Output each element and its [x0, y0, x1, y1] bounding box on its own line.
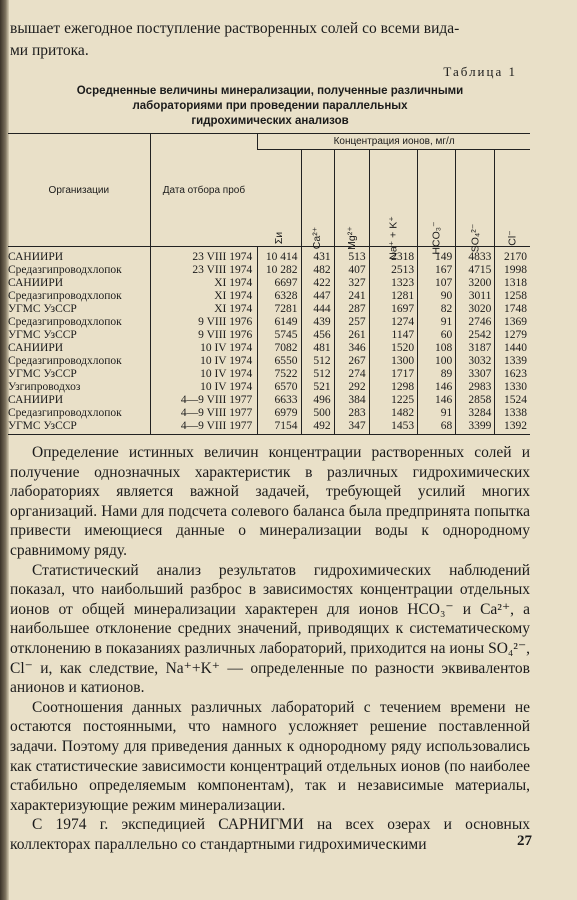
header-organization: Организации — [8, 134, 150, 247]
cell-value: 2746 — [456, 316, 495, 329]
cell-value: 422 — [301, 277, 334, 290]
cell-value: 1440 — [495, 342, 530, 355]
cell-value: 1338 — [495, 407, 530, 420]
cell-organization: САНИИРИ — [8, 277, 64, 289]
header-ion: Mg²⁺ — [334, 150, 369, 247]
cell-value: 496 — [301, 394, 334, 407]
cell-value: 6633 — [258, 394, 301, 407]
header-ion: HCO₃⁻ — [418, 150, 456, 247]
table-caption — [30, 84, 510, 129]
table-body — [8, 247, 530, 435]
cell-date: 10 IV 1974 — [150, 368, 258, 381]
table-row — [8, 329, 530, 342]
table-row — [8, 342, 530, 355]
cell-date: 4—9 VIII 1977 — [150, 407, 258, 420]
cell-value: 90 — [418, 290, 456, 303]
cell-value: 6570 — [258, 381, 301, 394]
cell-organization: Средазгипроводхлопок — [8, 316, 122, 328]
cell-value: 407 — [334, 264, 369, 277]
cell-value: 3020 — [456, 303, 495, 316]
cell-value: 1225 — [369, 394, 417, 407]
cell-value: 7281 — [258, 303, 301, 316]
cell-value: 1520 — [369, 342, 417, 355]
header-date: Дата отбора проб — [150, 134, 258, 247]
cell-value: 1524 — [495, 394, 530, 407]
mineralization-table — [8, 133, 530, 435]
cell-organization: УГМС УзССР — [8, 329, 77, 341]
cell-value: 6979 — [258, 407, 301, 420]
cell-value: 492 — [301, 420, 334, 435]
paragraph: Определение истинных величин концентрации растворенных солей и получение однозначных характеристик в различных гидрохимических лабораториях является важной задачей, требующей усилий многих организаций. Нами для подсчета солевого баланса была предпринята попытка привести имеющиеся данные о минерализации воды к однородному сравнимому ряду. — [10, 444, 530, 559]
cell-value: 512 — [301, 368, 334, 381]
cell-value: 347 — [334, 420, 369, 435]
cell-value: 149 — [418, 247, 456, 265]
cell-value: 3284 — [456, 407, 495, 420]
cell-organization: Средазгипроводхлопок — [8, 355, 122, 367]
cell-value: 257 — [334, 316, 369, 329]
cell-value: 4833 — [456, 247, 495, 265]
cell-value: 1281 — [369, 290, 417, 303]
cell-value: 1369 — [495, 316, 530, 329]
header-ion: Cl⁻ — [495, 150, 530, 247]
cell-value: 146 — [418, 394, 456, 407]
cell-value: 3399 — [456, 420, 495, 435]
cell-value: 146 — [418, 381, 456, 394]
cell-value: 1147 — [369, 329, 417, 342]
cell-value: 481 — [301, 342, 334, 355]
cell-value: 439 — [301, 316, 334, 329]
cell-organization: САНИИРИ — [8, 251, 64, 263]
cell-value: 1279 — [495, 329, 530, 342]
cell-value: 2170 — [495, 247, 530, 265]
cell-date: 23 VIII 1974 — [150, 247, 258, 265]
cell-date: XI 1974 — [150, 277, 258, 290]
paragraph: Статистический анализ результатов гидрохимических наблюдений показал, что наибольший разброс в зависимостях концентрации отдельных ионов от общей минерализации характерен для ионов HCO₃⁻ и Ca²⁺, а наибольшее отклонение средних значений, приводящих к систематическому отклонению в показаниях различных лабораторий, приходится на ионы SO₄²⁻, Cl⁻ и, как следствие, Na⁺+K⁺ — определенные по разности эквивалентов анионов и катионов. — [10, 561, 530, 697]
cell-organization: Средазгипроводхлопок — [8, 407, 122, 419]
header-concentration: Концентрация ионов, мг/л — [258, 134, 530, 150]
cell-value: 5745 — [258, 329, 301, 342]
cell-date: 9 VIII 1976 — [150, 329, 258, 342]
cell-value: 287 — [334, 303, 369, 316]
cell-value: 292 — [334, 381, 369, 394]
page-number: 27 — [517, 833, 532, 849]
cell-value: 1998 — [495, 264, 530, 277]
cell-value: 241 — [334, 290, 369, 303]
cell-organization: Средазгипроводхлопок — [8, 290, 122, 302]
cell-value: 10 282 — [258, 264, 301, 277]
table-row — [8, 420, 530, 435]
cell-value: 283 — [334, 407, 369, 420]
cell-value: 447 — [301, 290, 334, 303]
cell-value: 1623 — [495, 368, 530, 381]
cell-value: 3032 — [456, 355, 495, 368]
cell-value: 68 — [418, 420, 456, 435]
cell-date: 10 IV 1974 — [150, 381, 258, 394]
cell-value: 1298 — [369, 381, 417, 394]
intro-line: вышает ежегодное поступление растворенных солей со всеми вида- — [10, 20, 460, 37]
body-text — [10, 443, 530, 854]
cell-value: 108 — [418, 342, 456, 355]
cell-organization: УГМС УзССР — [8, 368, 77, 380]
cell-value: 444 — [301, 303, 334, 316]
cell-value: 4715 — [456, 264, 495, 277]
cell-value: 327 — [334, 277, 369, 290]
header-ion: Σи — [258, 150, 301, 247]
cell-value: 261 — [334, 329, 369, 342]
cell-value: 1274 — [369, 316, 417, 329]
cell-value: 274 — [334, 368, 369, 381]
cell-value: 82 — [418, 303, 456, 316]
cell-organization: САНИИРИ — [8, 394, 64, 406]
cell-date: 4—9 VIII 1977 — [150, 394, 258, 407]
cell-value: 60 — [418, 329, 456, 342]
intro-line: ми притока. — [10, 42, 89, 59]
cell-value: 91 — [418, 316, 456, 329]
cell-value: 7522 — [258, 368, 301, 381]
cell-value: 6328 — [258, 290, 301, 303]
caption-line: лабораториями при проведении параллельных — [132, 100, 408, 112]
table-row — [8, 381, 530, 394]
table-row — [8, 290, 530, 303]
cell-value: 6149 — [258, 316, 301, 329]
cell-value: 2318 — [369, 247, 417, 265]
table-row — [8, 368, 530, 381]
cell-value: 267 — [334, 355, 369, 368]
cell-value: 1258 — [495, 290, 530, 303]
table-row — [8, 394, 530, 407]
cell-value: 3011 — [456, 290, 495, 303]
cell-value: 7154 — [258, 420, 301, 435]
cell-value: 3187 — [456, 342, 495, 355]
header-ion: Na⁺ + K⁺ — [369, 150, 417, 247]
cell-value: 456 — [301, 329, 334, 342]
cell-value: 6550 — [258, 355, 301, 368]
cell-date: 10 IV 1974 — [150, 342, 258, 355]
cell-value: 384 — [334, 394, 369, 407]
cell-organization: Средазгипроводхлопок — [8, 264, 122, 276]
paragraph: Соотношения данных различных лабораторий с течением времени не остаются постоянными, что намного усложняет решение поставленной задачи. Поэтому для приведения данных к однородному ряду использовались как статистические зависимости концентраций отдельных ионов (по наиболее стабильно определяемым компонентам), так и независимые материалы, характеризующие режим минерализации. — [10, 698, 530, 814]
table-number: Таблица 1 — [443, 64, 517, 79]
cell-value: 89 — [418, 368, 456, 381]
cell-value: 1717 — [369, 368, 417, 381]
cell-value: 431 — [301, 247, 334, 265]
table-row — [8, 407, 530, 420]
cell-value: 1392 — [495, 420, 530, 435]
cell-organization: УГМС УзССР — [8, 420, 150, 435]
caption-line: гидрохимических анализов — [191, 115, 349, 127]
cell-value: 2858 — [456, 394, 495, 407]
cell-value: 1697 — [369, 303, 417, 316]
cell-value: 1300 — [369, 355, 417, 368]
intro-text — [10, 18, 530, 62]
cell-value: 1339 — [495, 355, 530, 368]
cell-value: 513 — [334, 247, 369, 265]
cell-value: 6697 — [258, 277, 301, 290]
paragraph: С 1974 г. экспедицией САРНИГМИ на всех озерах и основных коллекторах параллельно со стандартными гидрохимическими — [10, 816, 530, 853]
cell-value: 7082 — [258, 342, 301, 355]
header-ion: SO₄²⁻ — [456, 150, 495, 247]
table-row — [8, 303, 530, 316]
cell-date: XI 1974 — [150, 303, 258, 316]
cell-value: 1323 — [369, 277, 417, 290]
cell-value: 2983 — [456, 381, 495, 394]
table-row — [8, 355, 530, 368]
cell-value: 1453 — [369, 420, 417, 435]
cell-date: 23 VIII 1974 — [150, 264, 258, 277]
table-row — [8, 316, 530, 329]
cell-date: 10 IV 1974 — [150, 355, 258, 368]
cell-value: 3200 — [456, 277, 495, 290]
cell-organization: Узгипроводхоз — [8, 381, 81, 393]
cell-value: 107 — [418, 277, 456, 290]
cell-value: 91 — [418, 407, 456, 420]
cell-date: XI 1974 — [150, 290, 258, 303]
cell-value: 500 — [301, 407, 334, 420]
cell-value: 167 — [418, 264, 456, 277]
cell-value: 1748 — [495, 303, 530, 316]
cell-value: 346 — [334, 342, 369, 355]
caption-line: Осредненные величины минерализации, полученные различными — [76, 85, 464, 97]
cell-organization: САНИИРИ — [8, 342, 64, 354]
cell-date: 4—9 VIII 1977 — [150, 420, 258, 435]
header-ion: Ca²⁺ — [301, 150, 334, 247]
cell-value: 10 414 — [258, 247, 301, 265]
cell-date: 9 VIII 1976 — [150, 316, 258, 329]
table-row — [8, 247, 530, 265]
cell-value: 3307 — [456, 368, 495, 381]
cell-value: 1330 — [495, 381, 530, 394]
table-row — [8, 264, 530, 277]
cell-value: 521 — [301, 381, 334, 394]
cell-value: 100 — [418, 355, 456, 368]
cell-value: 482 — [301, 264, 334, 277]
cell-organization: УГМС УзССР — [8, 303, 77, 315]
cell-value: 1482 — [369, 407, 417, 420]
table-row — [8, 277, 530, 290]
cell-value: 512 — [301, 355, 334, 368]
cell-value: 2542 — [456, 329, 495, 342]
cell-value: 1318 — [495, 277, 530, 290]
cell-value: 2513 — [369, 264, 417, 277]
